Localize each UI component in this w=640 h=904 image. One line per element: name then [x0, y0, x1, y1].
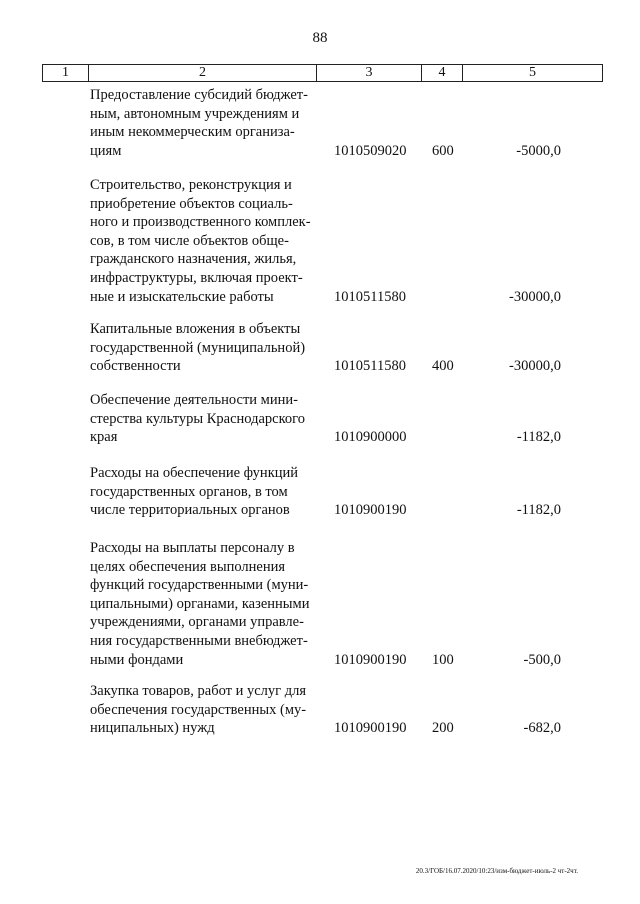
row-amount: -30000,0: [509, 288, 561, 305]
row-amount: -1182,0: [516, 502, 561, 519]
row-name: Капитальные вложения в объекты государственной (муниципальной) собственности: [90, 321, 306, 375]
row-kind: 200: [432, 720, 454, 737]
table-header: [42, 64, 603, 82]
row-kind: 400: [432, 358, 454, 375]
row-code: 1010900190: [334, 651, 407, 668]
row-amount: -5000,0: [516, 142, 561, 159]
row-code: 1010900190: [334, 720, 407, 737]
row-code: 1010900190: [334, 502, 407, 519]
row-code: 1010509020: [334, 142, 407, 159]
page-number: 88: [312, 30, 328, 46]
row-name: Строительство, реконструкция и приобретение объектов социаль- ного и производственного комплек- сов, в том числе объектов обще- гражданского назначения, жилья, инфраструктуры, включая проект- ные и изыскательские работы: [90, 177, 311, 305]
header-col-4: 4: [422, 65, 463, 82]
row-name: Расходы на выплаты персоналу в целях обеспечения выполнения функций государственными (муни- ципальными) органами, казенными учреждениями, органами управле- ния государственными внебюджет- ными фондами: [90, 540, 310, 668]
row-name: Закупка товаров, работ и услуг для обеспечения государственных (му- ниципальных) нужд: [90, 683, 307, 737]
row-code: 1010511580: [334, 358, 406, 375]
row-code: 1010511580: [334, 288, 406, 305]
row-kind: 100: [432, 651, 454, 668]
row-code: 1010900000: [334, 429, 407, 446]
row-name: Предоставление субсидий бюджет- ным, автономным учреждениям и иным некоммерческим организа- циям: [90, 87, 308, 159]
row-amount: -500,0: [523, 651, 561, 668]
header-col-5: 5: [463, 65, 603, 82]
footer-file-stamp: 20.3/ГОБ/16.07.2020/10:23/изм-бюджет-июль-2 чт-2чт.: [415, 867, 578, 875]
row-name: Обеспечение деятельности мини- стерства культуры Краснодарского края: [90, 392, 305, 446]
row-amount: -1182,0: [516, 429, 561, 446]
header-col-2: 2: [89, 65, 317, 82]
row-name: Расходы на обеспечение функций государственных органов, в том числе территориальных органов: [90, 465, 299, 519]
row-kind: 600: [432, 142, 454, 159]
row-amount: -682,0: [523, 720, 561, 737]
row-amount: -30000,0: [509, 358, 561, 375]
header-col-3: 3: [317, 65, 422, 82]
header-col-1: 1: [43, 65, 89, 82]
